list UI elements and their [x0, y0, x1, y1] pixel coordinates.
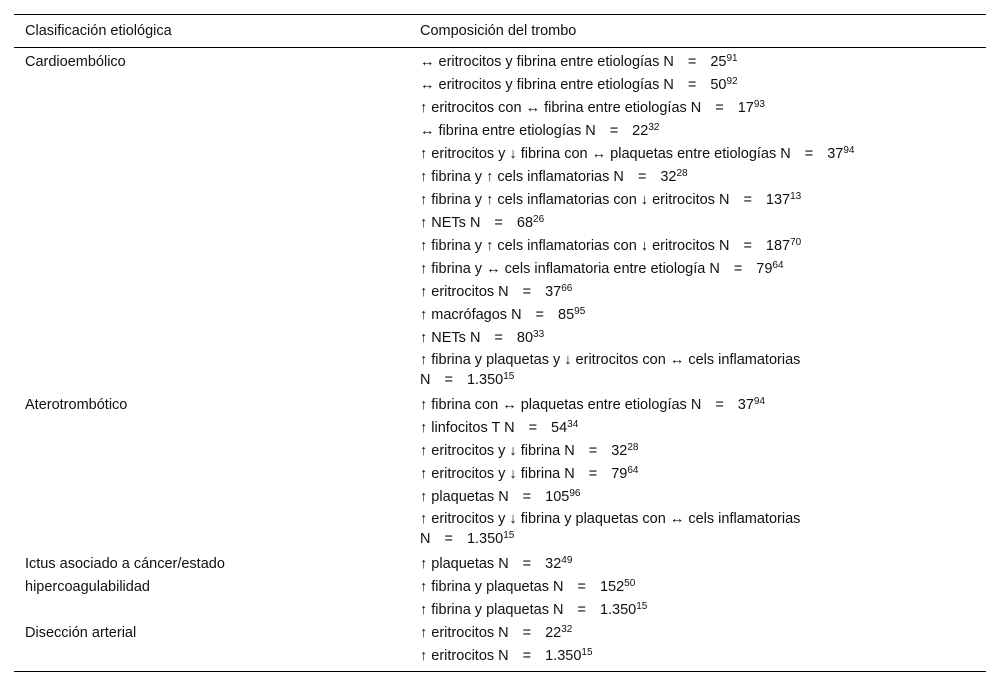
composition-text: ↑ fibrina con ↔ plaquetas entre etiologías N	[420, 397, 702, 413]
table-row	[14, 553, 986, 622]
composition-line	[420, 120, 986, 143]
reference-number: 95	[574, 306, 586, 317]
reference-number: 26	[533, 214, 545, 225]
sample-size: 50	[710, 77, 727, 93]
equals-sign: =	[522, 648, 532, 664]
sample-size: 85	[558, 307, 575, 323]
reference-number: 64	[772, 260, 784, 271]
composition-text: ↑ eritrocitos con ↔ fibrina entre etiologías N	[420, 100, 702, 116]
composition-line	[420, 350, 986, 370]
sample-size: 152	[599, 579, 625, 595]
composition-list	[420, 51, 986, 394]
sample-size: 79	[611, 466, 628, 482]
etiology-label: Aterotrombótico	[25, 397, 128, 413]
composition-line	[420, 327, 986, 350]
composition-line	[420, 97, 986, 120]
composition-line	[420, 645, 986, 668]
reference-number: 64	[627, 465, 639, 476]
header-etiology: Clasificación etiológica	[25, 23, 172, 39]
composition-text-cont: N	[420, 531, 431, 547]
composition-text: ↑ linfocitos T N	[420, 420, 515, 436]
sample-size: 25	[710, 54, 727, 70]
thrombus-composition-table	[14, 14, 986, 672]
table-body	[14, 48, 986, 671]
composition-text: ↑ fibrina y ↑ cels inflamatorias con ↓ eritrocitos N	[420, 192, 730, 208]
composition-text: ↑ macrófagos N	[420, 307, 522, 323]
composition-list	[420, 622, 986, 668]
composition-line	[420, 486, 986, 509]
etiology-label: Ictus asociado a cáncer/estado hipercoagulabilidad	[25, 556, 225, 595]
table-header-row	[14, 15, 986, 47]
sample-size: 80	[516, 330, 534, 346]
equals-sign: =	[522, 284, 532, 300]
equals-sign: =	[715, 397, 724, 413]
equals-sign: =	[733, 261, 743, 277]
composition-line	[420, 74, 986, 97]
equals-sign: =	[715, 100, 724, 116]
equals-sign: =	[743, 192, 752, 208]
sample-size: 187	[765, 238, 791, 254]
sample-size: 1.350	[466, 372, 504, 388]
sample-size: 1.350	[545, 648, 582, 664]
equals-sign: =	[577, 602, 586, 618]
table-row	[14, 394, 986, 553]
equals-sign: =	[687, 77, 697, 93]
composition-text: ↑ fibrina y plaquetas N	[420, 579, 564, 595]
composition-line	[420, 189, 986, 212]
composition-text: ↑ eritrocitos N	[420, 284, 509, 300]
sample-size: 22	[545, 625, 562, 641]
reference-number: 15	[636, 601, 648, 612]
reference-number: 94	[753, 396, 766, 407]
composition-line	[420, 440, 986, 463]
composition-line	[420, 51, 986, 74]
sample-size: 37	[737, 397, 754, 413]
composition-text: ↑ NETs N	[420, 330, 481, 346]
composition-text: ↑ fibrina y plaquetas N	[420, 602, 564, 618]
composition-text: ↔ eritrocitos y fibrina entre etiologías N	[420, 77, 674, 93]
reference-number: 50	[624, 578, 636, 589]
equals-sign: =	[687, 54, 697, 70]
composition-line	[420, 553, 986, 576]
reference-number: 28	[676, 168, 688, 179]
composition-line	[420, 394, 986, 417]
reference-number: 91	[726, 53, 738, 64]
sample-size: 37	[545, 284, 562, 300]
equals-sign: =	[444, 531, 453, 547]
reference-number: 32	[648, 122, 660, 133]
reference-number: 92	[726, 76, 738, 87]
reference-number: 94	[843, 145, 855, 156]
equals-sign: =	[637, 169, 647, 185]
composition-text-cont: N	[420, 372, 431, 388]
composition-text: ↑ eritrocitos y ↓ fibrina con ↔ plaquetas entre etiologías N	[420, 146, 791, 162]
reference-number: 93	[753, 99, 765, 110]
equals-sign: =	[494, 330, 503, 346]
bottom-rule	[14, 671, 986, 672]
composition-text: ↑ eritrocitos y ↓ fibrina y plaquetas con ↔ cels inflamatorias	[420, 511, 801, 527]
composition-text: ↑ plaquetas N	[420, 556, 509, 572]
etiology-label: Cardioembólico	[25, 54, 126, 70]
equals-sign: =	[522, 556, 532, 572]
equals-sign: =	[743, 238, 752, 254]
composition-line	[420, 281, 986, 304]
composition-line	[420, 622, 986, 645]
equals-sign: =	[588, 466, 598, 482]
etiology-label: Disección arterial	[25, 625, 137, 641]
header-composition: Composición del trombo	[420, 23, 577, 39]
composition-text: ↑ eritrocitos y ↓ fibrina N	[420, 443, 575, 459]
reference-number: 34	[567, 419, 579, 430]
composition-text: ↑ fibrina y ↑ cels inflamatorias con ↓ eritrocitos N	[420, 238, 730, 254]
sample-size: 37	[827, 146, 844, 162]
sample-size: 17	[737, 100, 754, 116]
composition-text: ↑ fibrina y ↑ cels inflamatorias N	[420, 169, 624, 185]
reference-number: 13	[790, 191, 802, 202]
equals-sign: =	[804, 146, 814, 162]
table-row	[14, 622, 986, 668]
composition-line	[420, 509, 986, 529]
reference-number: 49	[561, 555, 573, 566]
reference-number: 28	[627, 442, 639, 453]
reference-number: 66	[561, 283, 573, 294]
reference-number: 15	[503, 371, 515, 382]
equals-sign: =	[577, 579, 586, 595]
equals-sign: =	[522, 625, 532, 641]
reference-number: 15	[581, 647, 593, 658]
composition-line	[420, 304, 986, 327]
reference-number: 96	[569, 488, 581, 499]
composition-line	[420, 599, 986, 622]
reference-number: 32	[561, 624, 573, 635]
sample-size: 105	[545, 489, 570, 505]
composition-list	[420, 394, 986, 553]
composition-line	[420, 166, 986, 189]
table-row	[14, 51, 986, 394]
composition-line	[420, 576, 986, 599]
composition-text: ↑ plaquetas N	[420, 489, 509, 505]
reference-number: 33	[533, 329, 545, 340]
reference-number: 15	[503, 530, 515, 541]
composition-line	[420, 463, 986, 486]
sample-size: 1.350	[466, 531, 504, 547]
composition-text: ↑ eritrocitos N	[420, 625, 509, 641]
composition-line	[420, 212, 986, 235]
equals-sign: =	[535, 307, 545, 323]
composition-text: ↑ NETs N	[420, 215, 481, 231]
equals-sign: =	[588, 443, 598, 459]
composition-line	[420, 417, 986, 440]
sample-size: 68	[516, 215, 534, 231]
equals-sign: =	[494, 215, 503, 231]
sample-size: 32	[545, 556, 562, 572]
sample-size: 79	[756, 261, 773, 277]
sample-size: 32	[611, 443, 628, 459]
equals-sign: =	[609, 123, 619, 139]
equals-sign: =	[528, 420, 538, 436]
composition-text: ↑ fibrina y plaquetas y ↓ eritrocitos con ↔ cels inflamatorias	[420, 352, 801, 368]
composition-line-cont	[420, 370, 986, 394]
sample-size: 32	[660, 169, 677, 185]
sample-size: 1.350	[599, 602, 637, 618]
sample-size: 22	[632, 123, 649, 139]
composition-text: ↔ eritrocitos y fibrina entre etiologías N	[420, 54, 674, 70]
composition-line	[420, 143, 986, 166]
composition-line-cont	[420, 529, 986, 553]
composition-line	[420, 258, 986, 281]
composition-text: ↔ fibrina entre etiologías N	[420, 123, 596, 139]
sample-size: 54	[551, 420, 568, 436]
composition-text: ↑ eritrocitos y ↓ fibrina N	[420, 466, 575, 482]
sample-size: 137	[765, 192, 791, 208]
composition-line	[420, 235, 986, 258]
equals-sign: =	[444, 372, 453, 388]
composition-list	[420, 553, 986, 622]
composition-text: ↑ fibrina y ↔ cels inflamatoria entre etiología N	[420, 261, 720, 277]
equals-sign: =	[522, 489, 532, 505]
composition-text: ↑ eritrocitos N	[420, 648, 509, 664]
reference-number: 70	[790, 237, 802, 248]
